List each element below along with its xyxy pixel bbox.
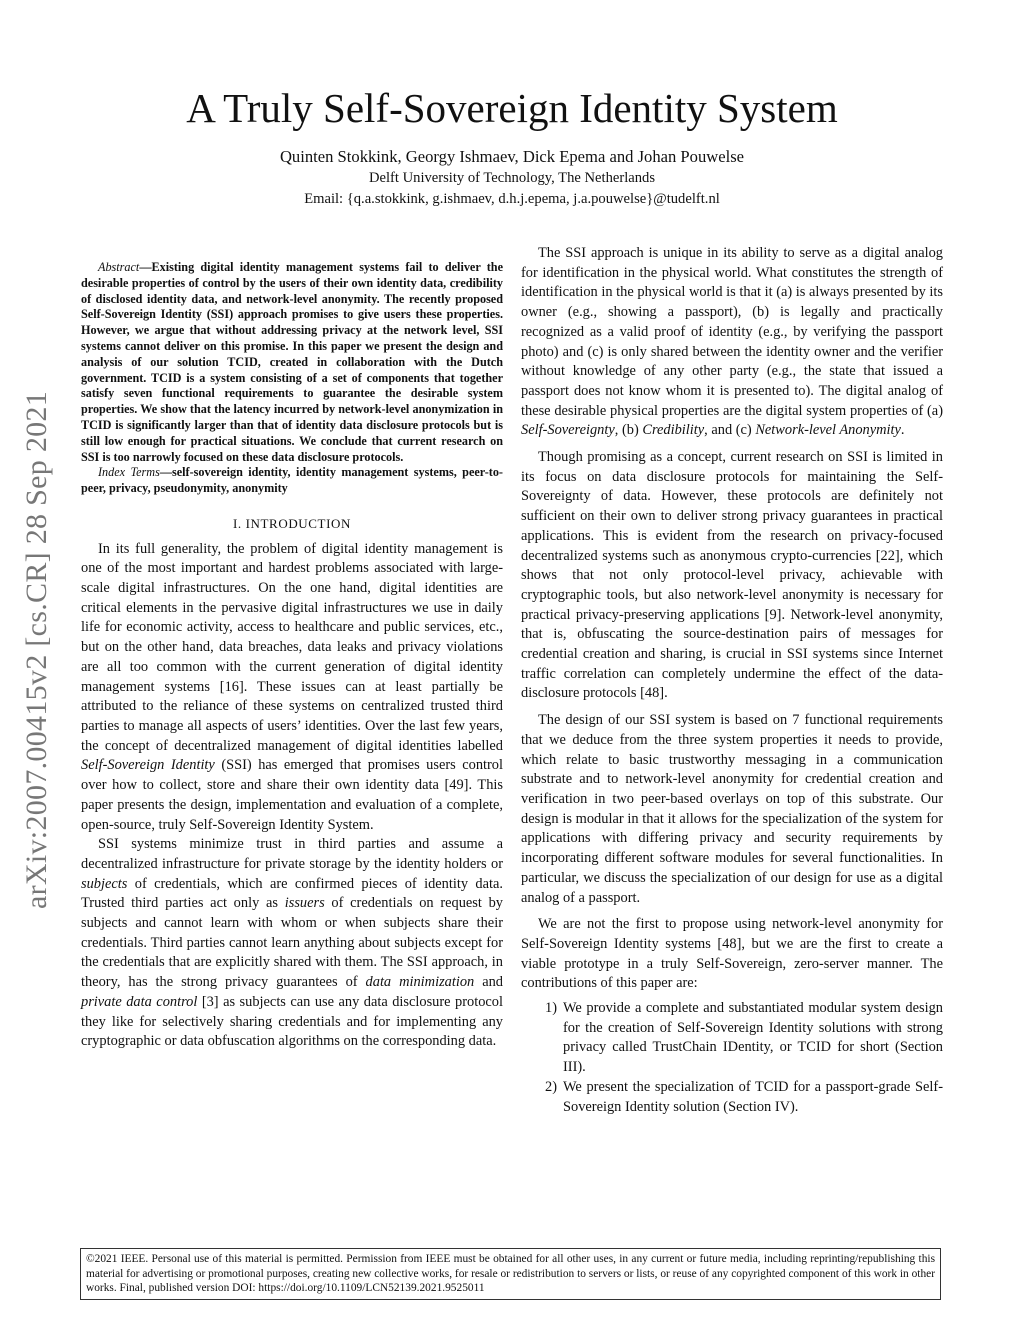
ssi-term: Self-Sovereign Identity [81, 757, 215, 774]
intro-paragraph-2: SSI systems minimize trust in third parties and assume a decentralized infrastructure for private storage by the identity holders or subjects of credentials, which are confirmed pieces of identity data. Trusted third parties act only as issuers of credentials on request by subjects and cannot learn with whom or when subjects share their credentials. Third parties cannot learn anything about subjects except for the credentials that are explicitly shared with them. The SSI approach, in theory, has the strong privacy guarantees of data minimization and private data control [3] as subjects can use any data disclosure protocol they like for selectively sharing credentials and for implementing any cryptographic or data obfuscation algorithms on the corresponding data. [81, 836, 504, 1050]
arxiv-sidebar [2, 355, 72, 945]
abstract-paragraph [81, 260, 503, 465]
author-emails: Email: {q.a.stokkink, g.ishmaev, d.h.j.epema, j.a.pouwelse}@tudelft.nl [304, 191, 720, 207]
intro-paragraph-1: In its full generality, the problem of digital identity management is one of the most important and hardest problems associated with large-scale digital infrastructures. On the one hand, digital identities are critical elements in the pervasive digital infrastructures we use in daily life for economic activity, access to healthcare and public services, etc., but on the other hand, data breaches, data leaks and privacy violations are all too common with the current generation of digital identity management systems [16]. These issues can at least partially be attributed to the reliance of these systems on centralized trusted third parties to manage all aspects of users’ identities. Over the last few years, the concept of decentralized management of digital identities labelled Self-Sovereign Identity (SSI) has emerged that promises users control over how to collect, store and share their own identity data [49]. This paper presents the design, implementation and evaluation of a complete, open-source, truly Self-Sovereign Identity System. [81, 540, 503, 833]
right-column [521, 244, 943, 1117]
copyright-notice: ©2021 IEEE. Personal use of this material is permitted. Permission from IEEE must be obtained for all other uses, in any current or future media, including reprinting/republishing this material for advertising or promotional purposes, creating new collective works, for resale or redistribution to servers or lists, or reuse of any copyrighted component of this work in other works. Final, published version DOI: https://doi.org/10.1109/LCN52139.2021.9525011 [80, 1248, 941, 1300]
abstract-label: Abstract [98, 260, 140, 274]
arxiv-identifier[interactable]: arXiv:2007.00415v2 [cs.CR] 28 Sep 2021 [20, 390, 53, 910]
index-terms-label: Index Terms [98, 465, 160, 480]
author-list: Quinten Stokkink, Georgy Ishmaev, Dick Epema and Johan Pouwelse [279, 147, 745, 166]
section-heading-introduction: I. INTRODUCTION [232, 515, 352, 531]
list-item: 2) We present the specialization of TCID for a passport-grade Self-Sovereign Identity solution (Section IV). [545, 1078, 943, 1115]
index-terms [81, 465, 503, 497]
right-paragraph-3: The design of our SSI system is based on 7 functional requirements that we deduce from the three system properties it needs to provide, which relate to basic trustworthy messaging in a communication substrate and to network-level anonymity for credential creation and verification in two peer-based overlays on top of this substrate. Our design is modular in that it allows for the specialization of the system for applications with differing privacy and security requirements by incorporating different software modules for several functionalities. In particular, we discuss the specialization of our design for use as a digital analog of a passport. [521, 712, 943, 906]
right-paragraph-2: Though promising as a concept, current research on SSI is limited in its focus on data disclosure protocols for maintaining the Self-Sovereignty of data. However, these protocols are definitely not sufficient on their own to deliver strong privacy guarantees in practical applications. This is evident from the research on privacy-focused decentralized systems such as anonymous crypto-currencies [22], which shows that not only protocol-level privacy, achievable with cryptographic tools, but also network-level anonymity is necessary for practical privacy-preserving applications [9]. Network-level anonymity, that is, obfuscating the source-destination pairs of messages for credential creation and sharing, is crucial in SSI systems since Internet traffic correlation can completely undermine the effect of the data-disclosure protocols [48]. [521, 449, 943, 702]
index-terms-text: —self-sovereign identity, identity management systems, peer-to-peer, privacy, pseudonymity, anonymity [81, 465, 503, 496]
right-paragraph-4: We are not the first to propose using network-level anonymity for Self-Sovereign Identity systems [48], but we are the first to create a viable prototype in a truly Self-Sovereign, zero-server manner. The contributions of this paper are: [521, 916, 943, 992]
affiliation: Delft University of Technology, The Netherlands [368, 170, 656, 186]
left-column [81, 244, 503, 1052]
right-paragraph-1: The SSI approach is unique in its ability to serve as a digital analog for identification in the physical world. What constitutes the strength of identification in the physical world is that it (a) is always presented by its owner (e.g., showing a passport), (b) is legally and practically recognized as a valid proof of identity (e.g., by verifying the passport photo) and (c) is only shared between the identity owner and the verifier without knowledge of any other party (e.g., the state that issued a passport does not know whom it is presented to). The digital analog of these desirable physical properties are the digital system properties of (a) Self-Sovereignty, (b) Credibility, and (c) Network-level Anonymity. [521, 245, 943, 439]
abstract-text: —Existing digital identity management systems fail to deliver the desirable properties of control by the users of their own identity data, credibility of disclosed identity data, and network-level anonymity. The recently proposed Self-Sovereign Identity (SSI) approach promises to give users these properties. However, we argue that without addressing privacy at the network level, SSI systems cannot deliver on this promise. In this paper we present the design and analysis of our solution TCID, created in collaboration with the Dutch government. TCID is a system consisting of a set of components that together satisfy seven functional requirements to guarantee the desirable system properties. We show that the latency incurred by network-level anonymization in TCID is significantly larger than that of identity data disclosure protocols but is still low enough for practical situations. We conclude that current research on SSI is too narrowly focused on these data disclosure protocols. [81, 260, 503, 464]
abstract [81, 260, 503, 497]
paper-title: A Truly Self-Sovereign Identity System [186, 85, 838, 131]
contributions-list [521, 999, 943, 1117]
list-item: 1) We provide a complete and substantiated modular system design for the creation of Self-Sovereign Identity solutions with strong privacy called TrustChain IDentity, or TCID for short (Section III). [545, 1000, 943, 1076]
